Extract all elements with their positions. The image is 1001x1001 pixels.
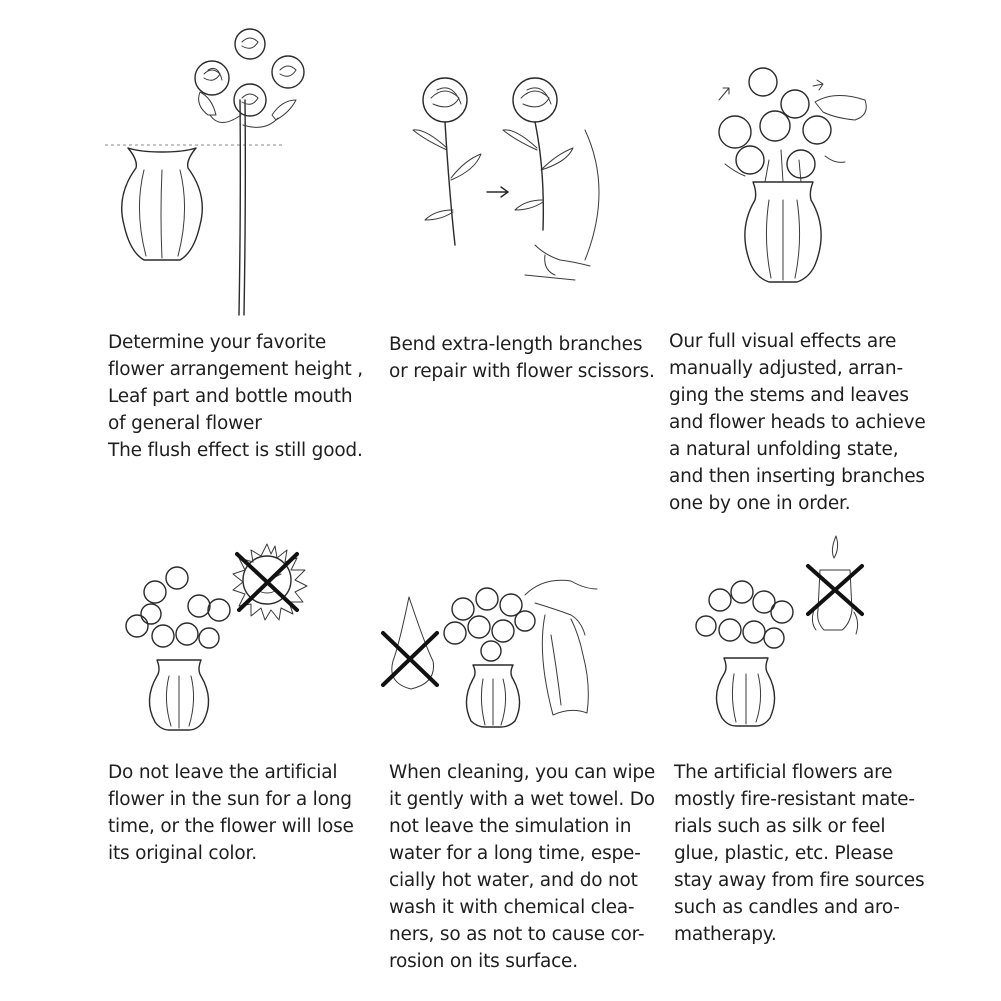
caption-line: stay away from fire sources [674,870,925,891]
rose-icon [234,84,266,116]
rose-icon [444,588,535,661]
illustration-arrange [705,60,885,290]
caption-line: Bend extra-length branches [389,334,643,355]
rose-icon [126,567,230,648]
rose-icon [235,29,265,59]
caption-line: and flower heads to achieve [669,412,926,433]
caption-line: matherapy. [674,924,777,945]
caption-line: Determine your favorite [108,332,327,353]
cross-mark-icon [383,633,437,685]
caption-fire [674,759,954,948]
caption-line: water for a long time, espe- [389,843,641,864]
caption-line: time, or the flower will lose [108,816,354,837]
caption-sun [108,759,378,867]
illustration-sun [115,540,335,735]
caption-line: Do not leave the artificial [108,762,338,783]
caption-line: one by one in order. [669,493,851,514]
caption-arrange [669,328,949,517]
illustration-fire [690,530,870,730]
caption-height [108,329,378,464]
illustration-height [100,20,310,320]
caption-line: When cleaning, you can wipe [389,762,656,783]
caption-line: it gently with a wet towel. Do [389,789,655,810]
caption-line: wash it with chemical clea- [389,897,635,918]
caption-line: not leave the simulation in [389,816,632,837]
cross-mark-icon [237,554,297,610]
rose-icon [719,68,831,178]
caption-line: flower in the sun for a long [108,789,352,810]
caption-line: of general flower [108,413,262,434]
rose-icon [272,56,304,88]
caption-line: ners, so as not to cause cor- [389,924,645,945]
vase-icon [745,150,821,282]
caption-line: flower arrangement height , [108,359,363,380]
vase-icon [122,148,203,260]
hand-icon [525,580,597,715]
caption-line: Leaf part and bottle mouth [108,386,353,407]
rose-icon [503,78,573,230]
candle-icon [812,536,857,634]
caption-line: manually adjusted, arran- [669,358,903,379]
caption-line: and then inserting branches [669,466,925,487]
caption-line: cially hot water, and do not [389,870,638,891]
caption-cleaning [389,759,669,975]
caption-line: or repair with flower scissors. [389,361,655,382]
hand-icon [815,95,866,120]
caption-line: such as candles and aro- [674,897,900,918]
illustration-cleaning [375,575,615,735]
caption-line: glue, plastic, etc. Please [674,843,894,864]
rose-icon [195,61,229,95]
caption-line: its original color. [108,843,257,864]
vase-icon [149,660,208,730]
cross-mark-icon [808,566,862,614]
illustration-bend [395,70,625,300]
caption-line: The artificial flowers are [674,762,893,783]
vase-icon [716,658,774,726]
caption-line: mostly fire-resistant mate- [674,789,915,810]
caption-line: ging the stems and leaves [669,385,909,406]
caption-line: Our full visual effects are [669,331,897,352]
caption-line: a natural unfolding state, [669,439,899,460]
vase-icon [466,665,519,727]
caption-line: The flush effect is still good. [108,440,363,461]
arrow-icon [487,187,508,197]
caption-line: rials such as silk or feel [674,816,886,837]
rose-icon [413,78,481,245]
caption-line: rosion on its surface. [389,951,578,972]
caption-bend [389,331,669,385]
rose-icon [696,581,793,648]
